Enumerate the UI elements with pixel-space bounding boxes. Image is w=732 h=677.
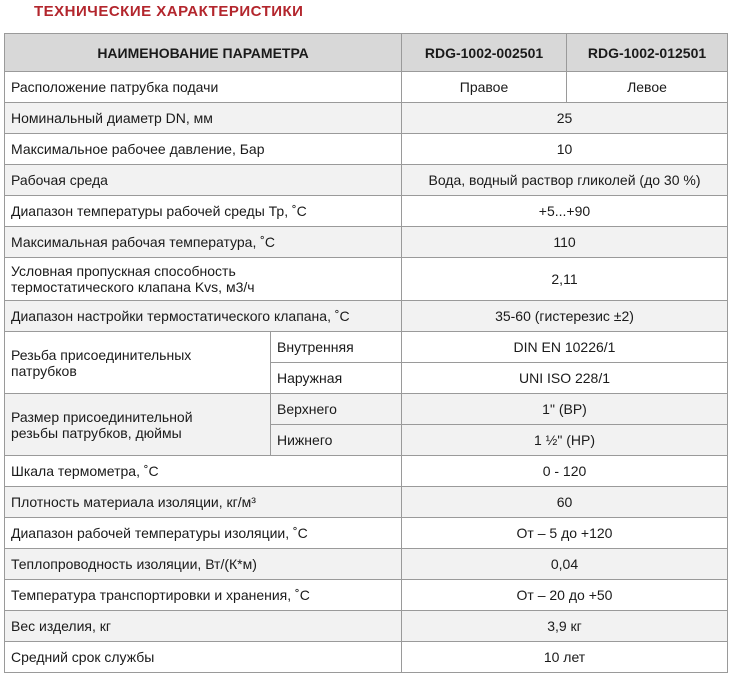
header-model-a: RDG-1002-002501 <box>402 34 567 72</box>
row-value: 0,04 <box>402 549 728 580</box>
row-label-line: Условная пропускная способность <box>11 263 236 279</box>
row-value-model-b: Левое <box>567 72 728 103</box>
table-row <box>5 642 728 673</box>
table-row <box>5 258 728 301</box>
row-value: 1 ½" (НР) <box>402 425 728 456</box>
row-label: Вес изделия, кг <box>5 611 402 642</box>
table-row <box>5 580 728 611</box>
row-label-line: резьбы патрубков, дюймы <box>11 424 182 441</box>
table-row <box>5 456 728 487</box>
table-row <box>5 487 728 518</box>
table-row <box>5 227 728 258</box>
row-label: Теплопроводность изоляции, Вт/(К*м) <box>5 549 402 580</box>
table-row <box>5 72 728 103</box>
row-label: Расположение патрубка подачи <box>5 72 402 103</box>
row-sublabel: Нижнего <box>271 425 402 456</box>
row-value-model-a: Правое <box>402 72 567 103</box>
row-label: Шкала термометра, ˚С <box>5 456 402 487</box>
document-title: ТЕХНИЧЕСКИЕ ХАРАКТЕРИСТИКИ <box>34 3 304 20</box>
row-value: +5...+90 <box>402 196 728 227</box>
row-value: От – 5 до +120 <box>402 518 728 549</box>
table-row <box>5 301 728 332</box>
row-label-line: Размер присоединительной <box>11 408 193 425</box>
table-header-row <box>5 34 728 72</box>
header-model-b: RDG-1002-012501 <box>567 34 728 72</box>
specifications-table <box>4 33 728 673</box>
row-value: От – 20 до +50 <box>402 580 728 611</box>
row-label: Максимальная рабочая температура, ˚С <box>5 227 402 258</box>
row-value: 3,9 кг <box>402 611 728 642</box>
row-label: Диапазон рабочей температуры изоляции, ˚С <box>5 518 402 549</box>
table-row <box>5 518 728 549</box>
row-label-line: Резьба присоединительных <box>11 346 192 363</box>
table-row <box>5 165 728 196</box>
row-sublabel: Верхнего <box>271 394 402 425</box>
row-value: 10 <box>402 134 728 165</box>
row-label: Плотность материала изоляции, кг/м³ <box>5 487 402 518</box>
header-parameter-name: НАИМЕНОВАНИЕ ПАРАМЕТРА <box>5 34 402 72</box>
row-value: 0 - 120 <box>402 456 728 487</box>
row-value: 1" (ВР) <box>402 394 728 425</box>
table-row <box>5 549 728 580</box>
row-label: Диапазон температуры рабочей среды Тр, ˚С <box>5 196 402 227</box>
row-label: Температура транспортировки и хранения, ˚С <box>5 580 402 611</box>
row-value: 2,11 <box>402 258 728 301</box>
row-label-line: термостатического клапана Kvs, м3/ч <box>11 279 255 295</box>
row-value: DIN EN 10226/1 <box>402 332 728 363</box>
row-label: Диапазон настройки термостатического клапана, ˚С <box>5 301 402 332</box>
row-label <box>5 394 271 456</box>
row-value: 35-60 (гистерезис ±2) <box>402 301 728 332</box>
table-row <box>5 196 728 227</box>
row-label: Максимальное рабочее давление, Бар <box>5 134 402 165</box>
table-row <box>5 134 728 165</box>
row-value: 25 <box>402 103 728 134</box>
row-value: 60 <box>402 487 728 518</box>
row-label: Рабочая среда <box>5 165 402 196</box>
row-label-line: патрубков <box>11 362 77 379</box>
row-value: 10 лет <box>402 642 728 673</box>
row-value: Вода, водный раствор гликолей (до 30 %) <box>402 165 728 196</box>
row-label: Средний срок службы <box>5 642 402 673</box>
row-label: Номинальный диаметр DN, мм <box>5 103 402 134</box>
row-sublabel: Наружная <box>271 363 402 394</box>
table-row <box>5 103 728 134</box>
table-row <box>5 394 728 425</box>
row-sublabel: Внутренняя <box>271 332 402 363</box>
table-row <box>5 332 728 363</box>
table-row <box>5 611 728 642</box>
row-value: 110 <box>402 227 728 258</box>
row-value: UNI ISO 228/1 <box>402 363 728 394</box>
row-label <box>5 258 402 301</box>
row-label <box>5 332 271 394</box>
